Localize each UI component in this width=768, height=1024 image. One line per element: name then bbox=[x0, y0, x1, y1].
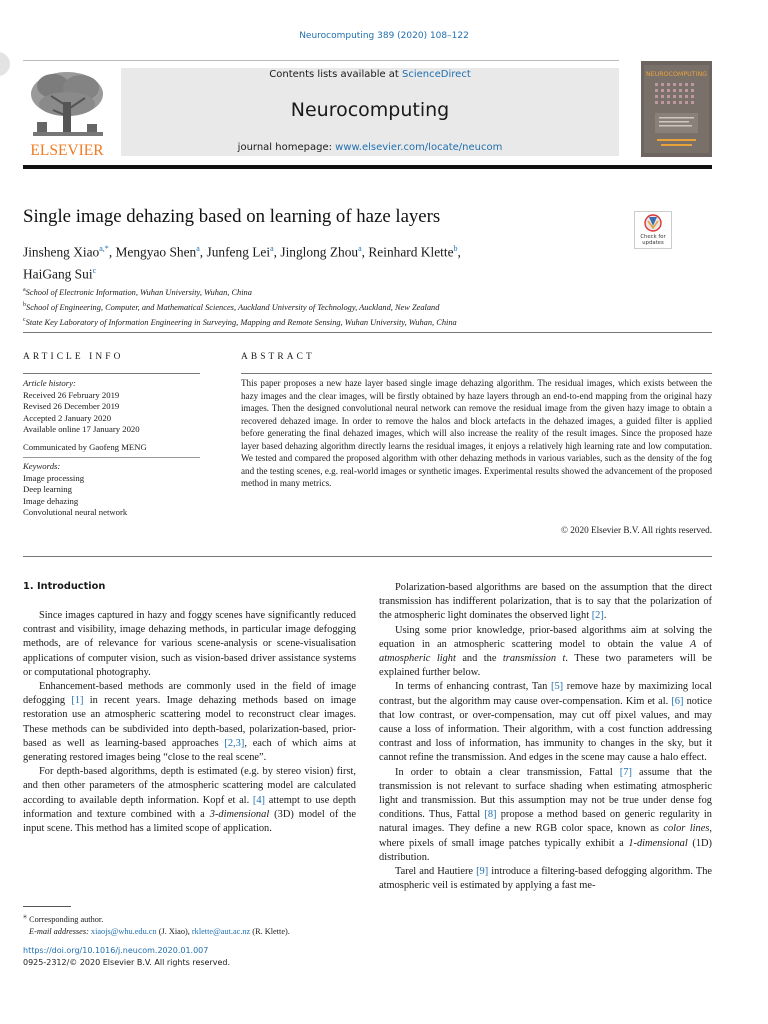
author-separator: , bbox=[457, 244, 461, 260]
communicated-by: Communicated by Gaofeng MENG bbox=[23, 442, 147, 452]
page-edge-tab bbox=[0, 52, 10, 76]
elsevier-tree-icon bbox=[23, 66, 111, 159]
footnote-corresponding bbox=[23, 910, 363, 926]
author-name[interactable]: Reinhard Klette bbox=[368, 244, 454, 260]
paragraph-text: remove haze by maximizing local contrast, but the algorithm may cause over-compensation. Kim et al. bbox=[379, 681, 712, 707]
journal-citation-link[interactable]: Neurocomputing 389 (2020) 108–122 bbox=[299, 31, 469, 41]
paragraph-text: For depth-based algorithms, depth is estimated (e.g. by stereo vision) first, and then other parameters of the atmospheric scattering model are calculated according to available depth information. Kopf et al. bbox=[23, 766, 356, 806]
keywords-block bbox=[23, 461, 213, 519]
email-link-klette[interactable]: rklette@aut.ac.nz bbox=[191, 926, 251, 936]
affiliation-marker: b bbox=[23, 301, 26, 308]
section-heading-introduction: 1. Introduction bbox=[23, 581, 106, 592]
author-affil-marker[interactable]: a bbox=[270, 244, 274, 253]
article-info-heading: ARTICLE INFO bbox=[23, 352, 124, 362]
badge-line1: Check for bbox=[640, 234, 666, 240]
elsevier-logo[interactable] bbox=[23, 66, 111, 159]
body-paragraph bbox=[23, 765, 356, 836]
contents-prefix: Contents lists available at bbox=[269, 69, 403, 80]
footnote-star: ⁎ bbox=[23, 911, 27, 920]
citation-link[interactable]: [9] bbox=[476, 866, 489, 878]
history-revised: Revised 26 December 2019 bbox=[23, 401, 120, 411]
citation-link[interactable]: [8] bbox=[484, 809, 497, 821]
author-separator: , bbox=[199, 244, 207, 260]
emphasis-text: color lines bbox=[663, 823, 710, 835]
homepage-line bbox=[121, 142, 619, 153]
citation-link[interactable]: [7] bbox=[619, 766, 632, 778]
homepage-prefix: journal homepage: bbox=[237, 142, 336, 153]
body-paragraph bbox=[23, 680, 356, 765]
citation-link[interactable]: [1] bbox=[71, 695, 84, 707]
paragraph-text: , each of which aims at generating restored images being “close to the real scene”. bbox=[23, 737, 356, 764]
sciencedirect-link[interactable]: ScienceDirect bbox=[402, 69, 471, 80]
author-affil-marker[interactable]: a bbox=[358, 244, 362, 253]
emphasis-text: atmospheric light bbox=[379, 653, 456, 665]
emphasis-text: transmission t bbox=[502, 653, 566, 665]
body-paragraph bbox=[379, 581, 712, 624]
footnote-emails bbox=[23, 926, 363, 938]
homepage-link[interactable]: www.elsevier.com/locate/neucom bbox=[335, 142, 503, 153]
divider-abstract bbox=[241, 373, 712, 374]
paragraph-text: and the bbox=[455, 653, 503, 665]
keyword-item: Image processing bbox=[23, 472, 85, 483]
keyword-item: Deep learning bbox=[23, 484, 72, 494]
article-history bbox=[23, 378, 203, 436]
email-label: E-mail addresses: bbox=[29, 926, 91, 936]
affiliation-text: School of Electronic Information, Wuhan University, Wuhan, China bbox=[25, 287, 252, 297]
paragraph-text: attempt to use depth information and texture combined with a bbox=[23, 794, 356, 820]
affiliation-marker: c bbox=[23, 316, 26, 323]
paragraph-text: introduce a filtering-based defogging algorithm. The atmospheric veil is estimated by applying a fast me- bbox=[379, 866, 712, 892]
author-affil-marker[interactable]: c bbox=[92, 266, 97, 276]
badge-line2: updates bbox=[642, 240, 664, 246]
paragraph-text: Polarization-based algorithms are based on the assumption that the direct transmission has indifferent polarization, that is to say that the polarization of the atmospheric light dominates the observed light bbox=[379, 582, 712, 622]
author-affil-marker[interactable]: a bbox=[196, 244, 200, 253]
abstract-copyright: © 2020 Elsevier B.V. All rights reserved. bbox=[561, 525, 712, 535]
citation-link[interactable]: [4] bbox=[252, 794, 265, 806]
footnote bbox=[23, 910, 363, 938]
body-paragraph bbox=[379, 766, 712, 865]
body-column-left bbox=[23, 609, 356, 836]
author-name[interactable]: Mengyao Shen bbox=[115, 244, 197, 260]
author-list bbox=[23, 239, 623, 284]
history-online: Available online 17 January 2020 bbox=[23, 424, 140, 434]
doi-link[interactable]: https://doi.org/10.1016/j.neucom.2020.01.007 bbox=[23, 946, 209, 955]
citation-link[interactable]: [2,3] bbox=[224, 737, 245, 749]
history-label: Article history: bbox=[23, 378, 76, 388]
abstract-heading: ABSTRACT bbox=[241, 352, 315, 362]
citation-link[interactable]: [2] bbox=[591, 610, 604, 622]
body-paragraph bbox=[23, 609, 356, 680]
paragraph-text: of bbox=[696, 638, 712, 650]
cover-title: NEUROCOMPUTING bbox=[645, 71, 708, 78]
email-link-xiao[interactable]: xiaojs@whu.edu.cn bbox=[90, 926, 157, 936]
journal-name: Neurocomputing bbox=[290, 99, 450, 121]
journal-banner bbox=[121, 68, 619, 156]
emphasis-text: A bbox=[689, 638, 697, 650]
author-separator: , bbox=[108, 244, 116, 260]
journal-cover-icon bbox=[641, 61, 712, 157]
affiliation-list bbox=[23, 284, 643, 328]
paragraph-text: In order to obtain a clear transmission, Fattal bbox=[395, 766, 620, 778]
emphasis-text: 3-dimensional bbox=[209, 808, 270, 820]
author-name[interactable]: Jinsheng Xiao bbox=[23, 244, 100, 260]
email-owner-xiao: (J. Xiao), bbox=[156, 926, 192, 936]
author-affil-marker[interactable]: a,* bbox=[99, 244, 109, 253]
paragraph-text: Enhancement-based methods are commonly used in the field of image defogging bbox=[23, 681, 356, 707]
paragraph-text: Using some prior knowledge, prior-based algorithms aim at solving the equation in an atmospheric scattering model to obtain the value bbox=[379, 624, 712, 650]
author-name[interactable]: HaiGang Sui bbox=[23, 266, 93, 282]
divider-keywords bbox=[23, 457, 200, 458]
citation-link[interactable]: [6] bbox=[671, 695, 684, 707]
header-top-rule bbox=[23, 60, 619, 61]
divider-abstract-end bbox=[23, 556, 712, 557]
author-affil-marker[interactable]: b bbox=[453, 244, 458, 253]
history-accepted: Accepted 2 January 2020 bbox=[23, 412, 112, 423]
body-paragraph bbox=[379, 865, 712, 893]
paragraph-text: , where pixels of small image patches typically exhibit a bbox=[379, 823, 713, 849]
affiliation-item bbox=[23, 299, 643, 314]
check-for-updates-badge[interactable] bbox=[634, 211, 672, 249]
paragraph-text: . bbox=[603, 610, 607, 622]
contents-line bbox=[121, 69, 619, 80]
paragraph-text: . These two parameters will be explained further below. bbox=[379, 653, 712, 679]
paragraph-text: Tarel and Hautiere bbox=[395, 866, 477, 878]
footnote-corresponding-text: Corresponding author. bbox=[29, 914, 104, 924]
paragraph-text: (1D) distribution. bbox=[379, 837, 713, 863]
body-paragraph bbox=[379, 680, 712, 765]
emphasis-text: 1-dimensional bbox=[628, 837, 688, 849]
keywords-label: Keywords: bbox=[23, 461, 61, 471]
affiliation-item bbox=[23, 314, 643, 329]
citation-link[interactable]: [5] bbox=[550, 681, 564, 693]
paragraph-text: assume that the transmission is not relevant to surface shading when estimating atmospheric light and transmission. But this assumption may not be true under dense fog conditions. Thus, Fattal bbox=[379, 766, 712, 821]
footnote-rule bbox=[23, 906, 71, 907]
header-bottom-rule bbox=[23, 165, 712, 169]
paragraph-text: In terms of enhancing contrast, Tan bbox=[395, 681, 551, 693]
author-name[interactable]: Junfeng Lei bbox=[206, 244, 271, 260]
affiliation-text: School of Engineering, Computer, and Mathematical Sciences, Auckland University of Technology, Auckland, New Zealand bbox=[26, 302, 440, 312]
author-separator: , bbox=[361, 244, 369, 260]
issn-line: 0925-2312/© 2020 Elsevier B.V. All rights reserved. bbox=[23, 958, 231, 967]
journal-cover-image[interactable] bbox=[641, 61, 712, 157]
affiliation-item bbox=[23, 284, 643, 299]
divider-affiliations bbox=[23, 332, 712, 333]
check-updates-icon bbox=[634, 211, 672, 249]
article-title: Single image dehazing based on learning of haze layers bbox=[23, 206, 441, 227]
body-paragraph bbox=[379, 624, 712, 681]
affiliation-text: State Key Laboratory of Information Engineering in Surveying, Mapping and Remote Sensing, Wuhan University, Wuhan, China bbox=[25, 317, 457, 327]
keyword-item: Image dehazing bbox=[23, 495, 79, 506]
paragraph-text: Since images captured in hazy and foggy scenes have significantly reduced contrast and visibility, image dehazing methods, in particular image defogging methods, are of relevance for various scene-analysis or scene-visualisation applications of computer vision, such as vision-based driver assistance systems or computational photography. bbox=[23, 610, 356, 678]
elsevier-wordmark: ELSEVIER bbox=[30, 142, 104, 159]
paragraph-text: (3D) model of the input scene. This method has a limited scope of application. bbox=[23, 808, 356, 835]
email-owner-klette: (R. Klette). bbox=[250, 926, 290, 936]
divider-article-info bbox=[23, 373, 200, 374]
author-separator: , bbox=[273, 244, 281, 260]
paragraph-text: notice that low contrast, or over-compensation, may cut off pixel values, and may cause a loss of information. Their algorithm, with a cost function addressing contrast and loss of information, has immunity to changes in the sky, but it cannot refine the transmission. And edges in the scene may cause a halo effect. bbox=[379, 695, 712, 764]
author-name[interactable]: Jinglong Zhou bbox=[280, 244, 359, 260]
history-received: Received 26 February 2019 bbox=[23, 389, 120, 400]
keyword-item: Convolutional neural network bbox=[23, 507, 128, 517]
paragraph-text: propose a method based on generic regularity in natural images. They define a new RGB color space, known as bbox=[379, 809, 712, 835]
body-column-right bbox=[379, 581, 712, 893]
abstract-text: This paper proposes a new haze layer based single image dehazing algorithm. The residual images, which exists between the hazy images and the clear images, will be firstly obtained by haze layers through an end-to-end mapping from the original hazy images. Then the designed convolutional neural network can remove the residual image from the given hazy image to obtain a recovered dehazed image. In order to remove the halos and block artefacts in the dehazed images, a guided filter is applied before generating the final dehazed images, which will also increase the reality of the result images. Since the proposed haze layer based dehazing algorithm directly learns the residual images, it enjoys a relatively high learning rate and low computation. We tested and compared the proposed algorithm with other dehazing methods in various variables, such as the density of the fog and the testing scenes, e.g. real-world images or synthetic images. Experimental results showed the advancement of the proposed method in many metrics. bbox=[241, 378, 712, 489]
paragraph-text: in recent years. Image dehazing methods based on image restoration use an atmospheric scattering model to reconstruct clear images. These methods can be subdivided into depth-based, polarization-based, prior-based as well as learning-based approaches bbox=[23, 695, 356, 749]
affiliation-marker: a bbox=[23, 287, 26, 293]
